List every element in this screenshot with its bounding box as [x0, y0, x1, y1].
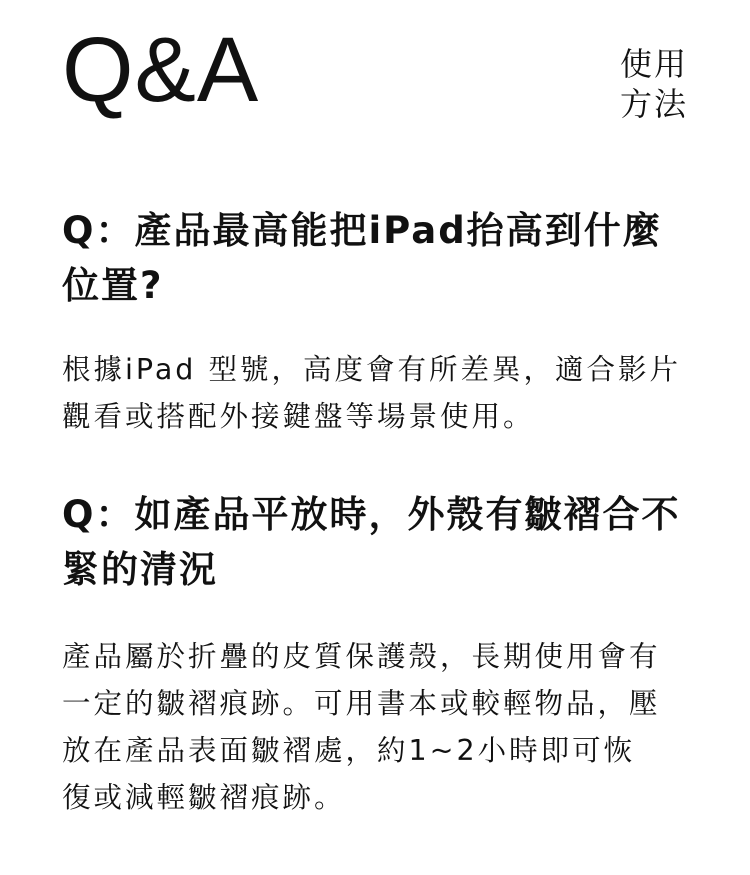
question-heading: Q：如產品平放時，外殼有皺褶合不緊的清況 — [62, 493, 681, 591]
page-title: Q&A — [62, 19, 260, 121]
qa-item — [62, 487, 688, 821]
qa-item — [62, 203, 688, 440]
usage-label: 使用方法 — [619, 45, 688, 123]
answer-text: 產品屬於折疊的皮質保護殼，長期使用會有一定的皺褶痕跡。可用書本或較輕物品，壓放在產品表面皺褶處，約1~2小時即可恢復或減輕皺褶痕跡。 — [62, 640, 661, 814]
question-heading: Q：產品最高能把iPad抬高到什麼位置? — [62, 209, 662, 307]
answer-text: 根據iPad 型號，高度會有所差異，適合影片觀看或搭配外接鍵盤等場景使用。 — [62, 353, 681, 433]
